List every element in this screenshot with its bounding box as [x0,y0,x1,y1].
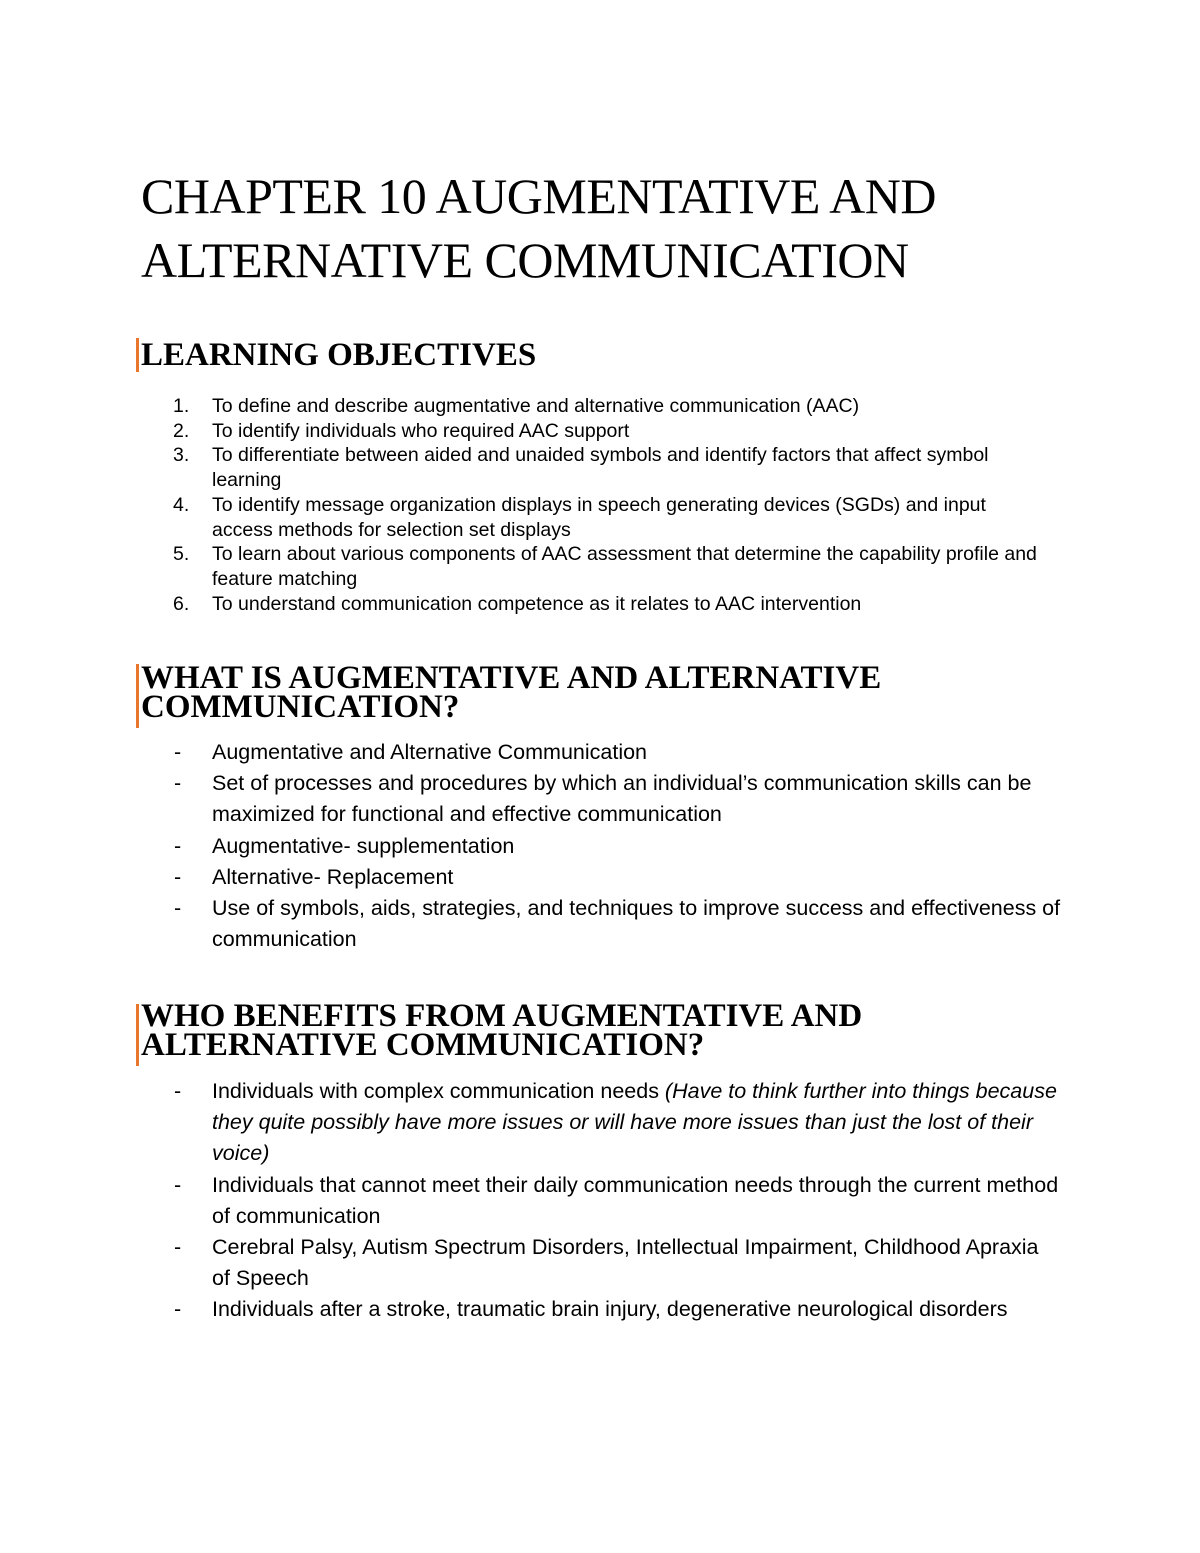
list-item: - Set of processes and procedures by which an individual’s communication skills can be maximized for functional and effective communication [174,771,1032,827]
chapter-title-line-1: CHAPTER 10 AUGMENTATIVE AND [141,168,936,224]
list-item: - Individuals with complex communication needs (Have to think further into things because they quite possibly have more issues or will have more issues than just the lost of their voice) [174,1079,1057,1166]
italic-note: (Have to think further into things because they quite possibly have more issues or will have more issues than just the lost of their voice) [212,1079,1057,1166]
list-item: 4. To identify message organization displays in speech generating devices (SGDs) and input access methods for selection set displays [173,493,986,541]
who-benefits-heading: WHO BENEFITS FROM AUGMENTATIVE AND ALTERNATIVE COMMUNICATION? [141,998,863,1063]
list-item: - Individuals that cannot meet their daily communication needs through the current method of communication [174,1172,1059,1228]
learning-objectives-list [141,394,1041,616]
heading-marker [136,1004,139,1066]
list-item: - Individuals after a stroke, traumatic brain injury, degenerative neurological disorders [174,1297,1008,1322]
list-item: 1. To define and describe augmentative and alternative communication (AAC) [173,395,860,417]
chapter-title-line-2: ALTERNATIVE COMMUNICATION [141,232,909,288]
learning-objectives-heading: LEARNING OBJECTIVES [141,337,537,373]
what-is-aac-heading: WHAT IS AUGMENTATIVE AND ALTERNATIVE COMMUNICATION? [141,660,882,725]
list-item: - Use of symbols, aids, strategies, and techniques to improve success and effectiveness of communication [174,896,1061,952]
heading-marker [136,338,139,372]
list-item: - Alternative- Replacement [174,864,454,889]
who-benefits-list [141,1076,1061,1326]
list-item: - Augmentative- supplementation [174,833,515,858]
list-item: - Cerebral Palsy, Autism Spectrum Disorders, Intellectual Impairment, Childhood Apraxia of Speech [174,1235,1039,1291]
list-item: - Augmentative and Alternative Communication [174,740,648,764]
heading-marker [136,664,139,728]
list-item: 3. To differentiate between aided and unaided symbols and identify factors that affect symbol learning [173,444,989,492]
chapter-title [141,164,1101,292]
list-item: 2. To identify individuals who required AAC support [173,419,630,442]
list-item: 6. To understand communication competence as it relates to AAC intervention [173,592,862,615]
what-is-aac-list [141,737,1061,955]
list-item: 5. To learn about various components of AAC assessment that determine the capability profile and feature matching [173,543,1037,590]
